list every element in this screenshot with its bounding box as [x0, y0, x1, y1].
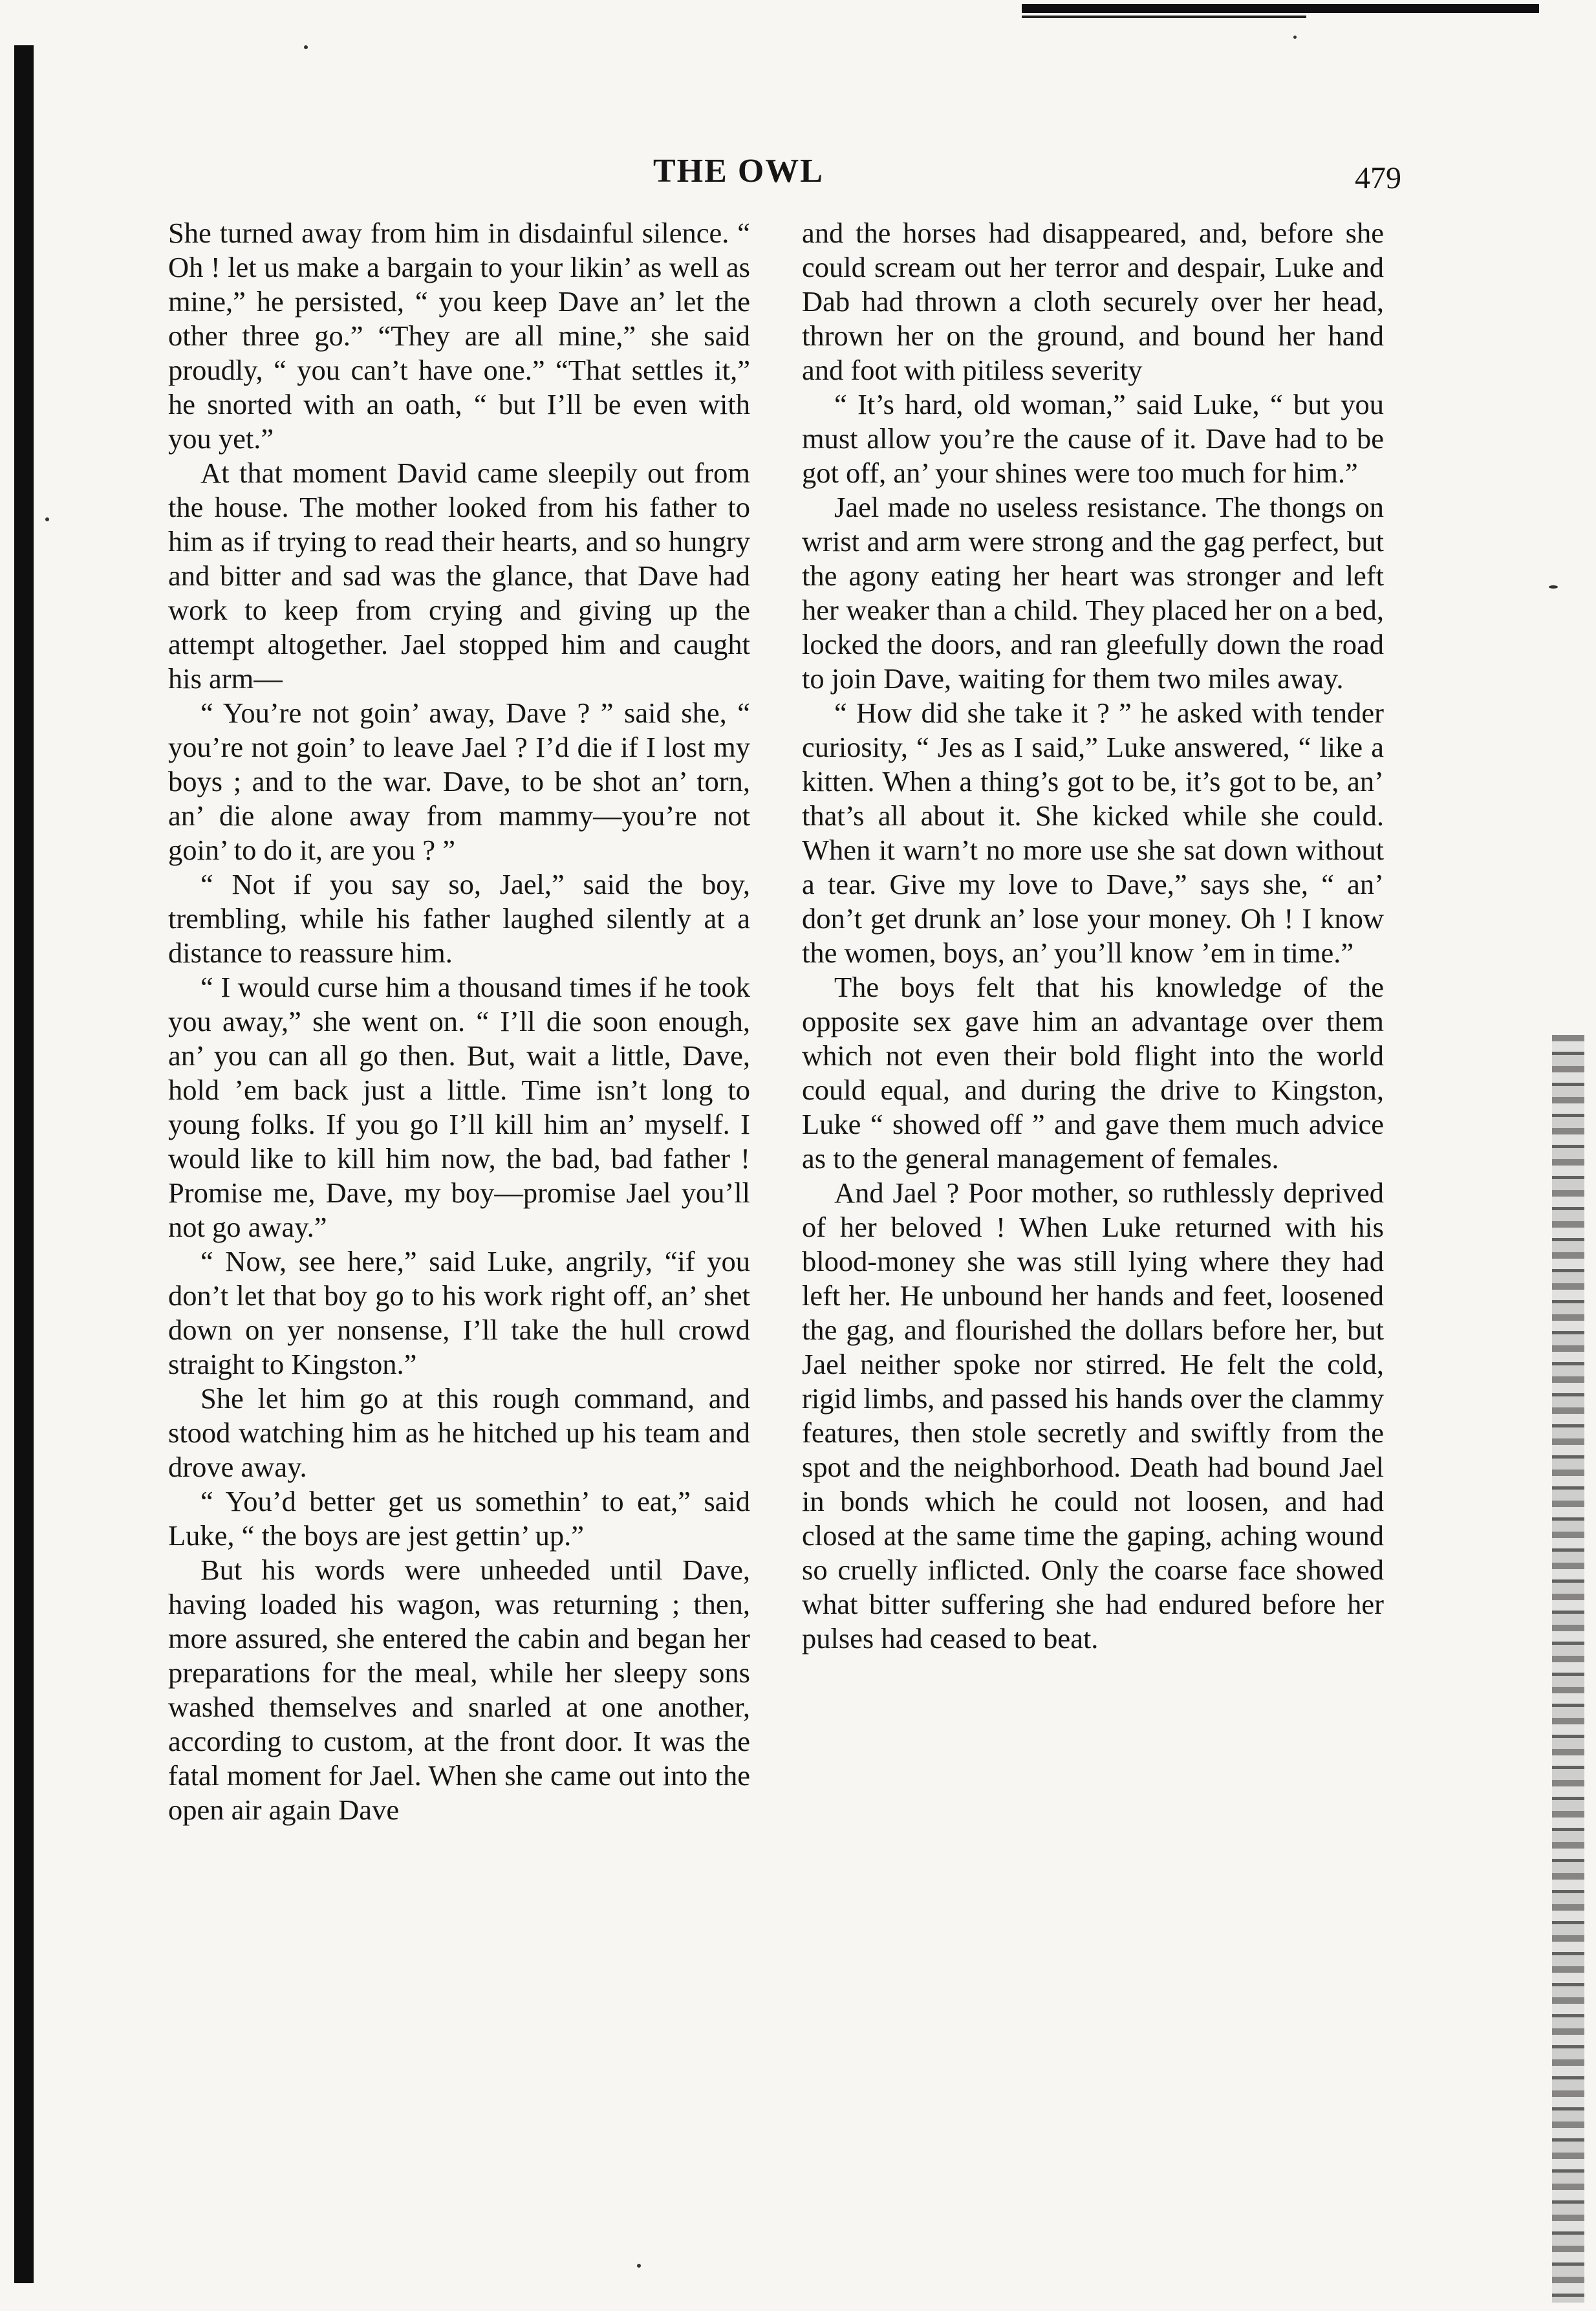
scan-speck [1549, 585, 1558, 589]
binding-edge-bar [14, 45, 34, 2283]
top-rule-thick [1022, 4, 1539, 13]
scan-speck [304, 45, 308, 49]
scan-edge-artifact [1552, 1035, 1584, 2303]
paragraph: “ It’s hard, old woman,” said Luke, “ but you must allow you’re the cause of it. Dave had to be got off, an’ your shines were too much for him.” [802, 388, 1384, 489]
paragraph: But his words were unheeded until Dave, having loaded his wagon, was returning ; then, more assured, she entered the cabin and began her preparations for the meal, while her sleepy sons washed themselves and snarled at one another, according to custom, at the front door. It was the fatal moment for Jael. When she came out into the open air again Dave [168, 1554, 750, 1826]
paragraph: “ How did she take it ? ” he asked with tender curiosity, “ Jes as I said,” Luke answered, “ like a kitten. When a thing’s got to be, it’s got to be, an’ that’s all about it. She kicked while she could. When it warn’t no more use she sat down without a tear. Give my love to Dave,” says she, “ an’ don’t get drunk an’ lose your money. Oh ! I know the women, boys, an’ you’ll know ’em in time.” [802, 697, 1384, 969]
scan-speck [1293, 36, 1297, 39]
top-rule-thin [1022, 16, 1306, 18]
paragraph: She turned away from him in disdainful silence. “ Oh ! let us make a bargain to your likin’ as well as mine,” he persisted, “ you keep Dave an’ let the other three go.” “They are all mine,” she said proudly, “ you can’t have one.” “That settles it,” he snorted with an oath, “ but I’ll be even with you yet.” [168, 217, 750, 455]
paragraph: “ I would curse him a thousand times if he took you away,” she went on. “ I’ll die soon enough, an’ you can all go then. But, wait a little, Dave, hold ’em back just a little. Time isn’t long to young folks. If you go I’ll kill him an’ myself. I would like to kill him now, the bad, bad father ! Promise me, Dave, my boy—promise Jael you’ll not go away.” [168, 971, 750, 1243]
paragraph: Jael made no useless resistance. The thongs on wrist and arm were strong and the gag perfect, but the agony eating her heart was stronger and left her weaker than a child. They placed her on a bed, locked the doors, and ran gleefully down the road to join Dave, waiting for them two miles away. [802, 491, 1384, 695]
paragraph: “ Not if you say so, Jael,” said the boy, trembling, while his father laughed silently at a distance to reassure him. [168, 868, 750, 969]
paragraph: “ You’d better get us somethin’ to eat,” said Luke, “ the boys are jest gettin’ up.” [168, 1485, 750, 1552]
paragraph: At that moment David came sleepily out from the house. The mother looked from his father to him as if trying to read their hearts, and so hungry and bitter and sad was the glance, that Dave had work to keep from crying and giving up the attempt altogether. Jael stopped him and caught his arm— [168, 457, 750, 695]
paragraph: and the horses had disappeared, and, before she could scream out her terror and despair, Luke and Dab had thrown a cloth securely over her head, thrown her on the ground, and bound her hand and foot with pitiless severity [802, 217, 1384, 386]
paragraph: “ Now, see here,” said Luke, angrily, “if you don’t let that boy go to his work right off, an’ shet down on yer nonsense, I’ll take the hull crowd straight to Kingston.” [168, 1245, 750, 1380]
paragraph: “ You’re not goin’ away, Dave ? ” said she, “ you’re not goin’ to leave Jael ? I’d die if I lost my boys ; and to the war. Dave, to be shot an’ torn, an’ die alone away from mammy—you’re not goin’ to do it, are you ? ” [168, 697, 750, 866]
scan-speck [637, 2264, 641, 2268]
page-number: 479 [1355, 161, 1401, 195]
right-text-column [802, 216, 1384, 1656]
paragraph: The boys felt that his knowledge of the opposite sex gave him an advantage over them which not even their bold flight into the world could equal, and during the drive to Kingston, Luke “ showed off ” and gave them much advice as to the general management of females. [802, 971, 1384, 1175]
left-text-column [168, 216, 750, 1827]
running-head-title: THE OWL [653, 153, 824, 190]
paragraph: And Jael ? Poor mother, so ruthlessly deprived of her beloved ! When Luke returned with his blood-money she was still lying where they had left her. He unbound her hands and feet, loosened the gag, and flourished the dollars before her, but Jael neither spoke nor stirred. He felt the cold, rigid limbs, and passed his hands over the clammy features, then stole secretly and swiftly from the spot and the neighborhood. Death had bound Jael in bonds which he could not loosen, and had closed at the same time the gaping, aching wound so cruelly inflicted. Only the coarse face showed what bitter suffering she had endured before her pulses had ceased to beat. [802, 1177, 1384, 1655]
scan-speck [45, 517, 49, 521]
paragraph: She let him go at this rough command, and stood watching him as he hitched up his team and drove away. [168, 1382, 750, 1483]
